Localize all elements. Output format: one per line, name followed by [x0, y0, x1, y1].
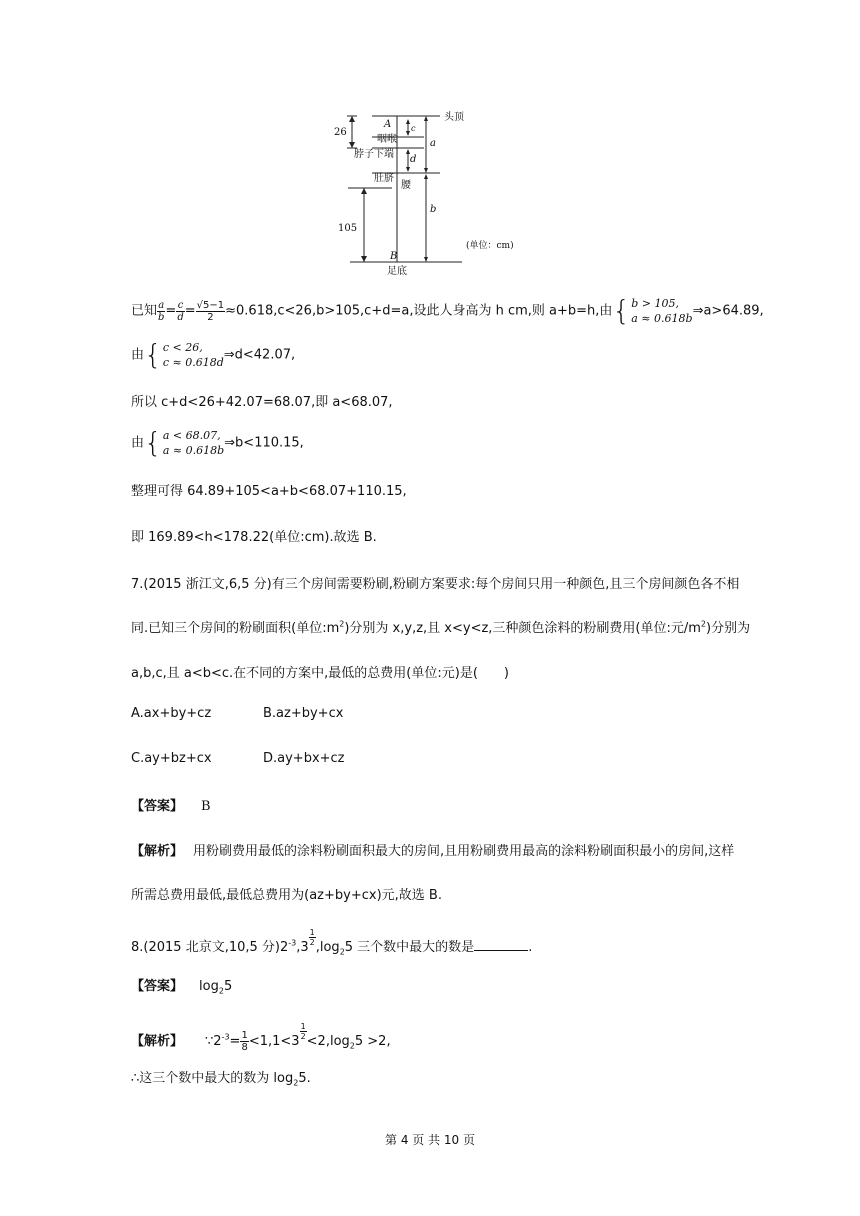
conclusion-8: ∴这三个数中最大的数为 $\log_25$.: [131, 1071, 311, 1088]
label-26: 26: [334, 127, 347, 138]
solution-line-1: 已知 $\frac{a}{b}$ = $\frac{c}{d}$ = $\frac{√5-1}{2}$ ≈0.618,c<26,b>105,c+d=a,设此人身高为 h cm,则 a+b=h,由{ b > 105, a ≈ 0.618b ⇒a>64.89,: [131, 294, 764, 327]
question-7-line-1: 7.(2015 浙江文,6,5 分)有三个房间需要粉刷,粉刷方案要求:每个房间只用一种颜色,且三个房间颜色各不相: [131, 577, 740, 592]
label-c: c: [411, 124, 416, 133]
solution-line-2: 由{ c < 26, c ≈ 0.618d ⇒d<42.07,: [131, 338, 296, 371]
answer-tag: 【答案】: [131, 799, 184, 814]
system-3: { a < 68.07, a ≈ 0.618b: [144, 426, 225, 459]
label-top: 头顶: [444, 112, 464, 123]
option-d: D.ay+bx+cz: [263, 751, 345, 766]
system-1: { b > 105, a ≈ 0.618b: [612, 294, 693, 327]
question-8: 8.(2015 北京文,10,5 分)$2^{-3},3$ $\frac{1}{2}$ $,\log_25$ 三个数中最大的数是 .: [131, 928, 533, 957]
explanation-tag: 【解析】: [131, 1034, 184, 1049]
fraction-a-b: $\frac{a}{b}$: [158, 299, 165, 323]
question-7-line-2: 同.已知三个房间的粉刷面积(单位$:m^2$)分别为 x,y,z,且 x<y<z,三种颜色涂料的粉刷费用(单位:元$/m^2$)分别为: [131, 619, 751, 636]
fraction-golden: $\frac{√5-1}{2}$: [196, 299, 225, 323]
label-navel: 肚脐: [374, 173, 394, 184]
label-105: 105: [338, 223, 358, 234]
solution-line-4: 由{ a < 68.07, a ≈ 0.618b ⇒b<110.15,: [131, 426, 304, 459]
answer-tag: 【答案】: [131, 979, 184, 994]
label-b: b: [430, 204, 437, 215]
label-B: B: [390, 251, 398, 262]
label-foot: 足底: [387, 266, 407, 277]
label-A: A: [384, 119, 392, 130]
label-d: d: [410, 154, 417, 165]
label-unit: (单位：cm): [466, 241, 514, 251]
label-neck: 脖子下端: [354, 149, 394, 160]
system-2: { c < 26, c ≈ 0.618d: [144, 338, 224, 371]
solution-line-3: 所以 c+d<26+42.07=68.07,即 a<68.07,: [131, 395, 393, 410]
explanation-7-line-1: 【解析】 用粉刷费用最低的涂料粉刷面积最大的房间,且用粉刷费用最高的涂料粉刷面积最小的房间,这样: [131, 844, 735, 859]
option-b: B.az+by+cx: [263, 706, 344, 721]
label-a: a: [430, 138, 436, 149]
explanation-tag: 【解析】: [131, 844, 184, 859]
label-throat: 咽喉: [377, 134, 397, 145]
height-proportion-diagram: [0, 100, 860, 380]
option-c: C.ay+bz+cx: [131, 751, 212, 766]
question-7-line-3: a,b,c,且 a<b<c.在不同的方案中,最低的总费用(单位:元)是( ): [131, 666, 509, 681]
solution-line-5: 整理可得 64.89+105<a+b<68.07+110.15,: [131, 484, 407, 499]
page-footer: 第 4 页 共 10 页: [385, 1133, 475, 1147]
answer-8: 【答案】 $\log_25$: [131, 979, 233, 996]
explanation-7-line-2: 所需总费用最低,最低总费用为(az+by+cx)元,故选 B.: [131, 888, 442, 903]
answer-7: 【答案】 B: [131, 799, 211, 814]
solution-line-6: 即 169.89<h<178.22(单位:cm).故选 B.: [131, 530, 377, 545]
label-waist: 腰: [401, 180, 411, 191]
option-a: A.ax+by+cz: [131, 706, 212, 721]
answer-blank: [474, 938, 528, 951]
fraction-c-d: $\frac{c}{d}$: [177, 299, 184, 323]
explanation-8: 【解析】 $\because 2^{-3}=$ $\frac{1}{8}$ <1,1<3 $\frac{1}{2}$ $<2,\log_25 >2$,: [131, 1022, 391, 1053]
